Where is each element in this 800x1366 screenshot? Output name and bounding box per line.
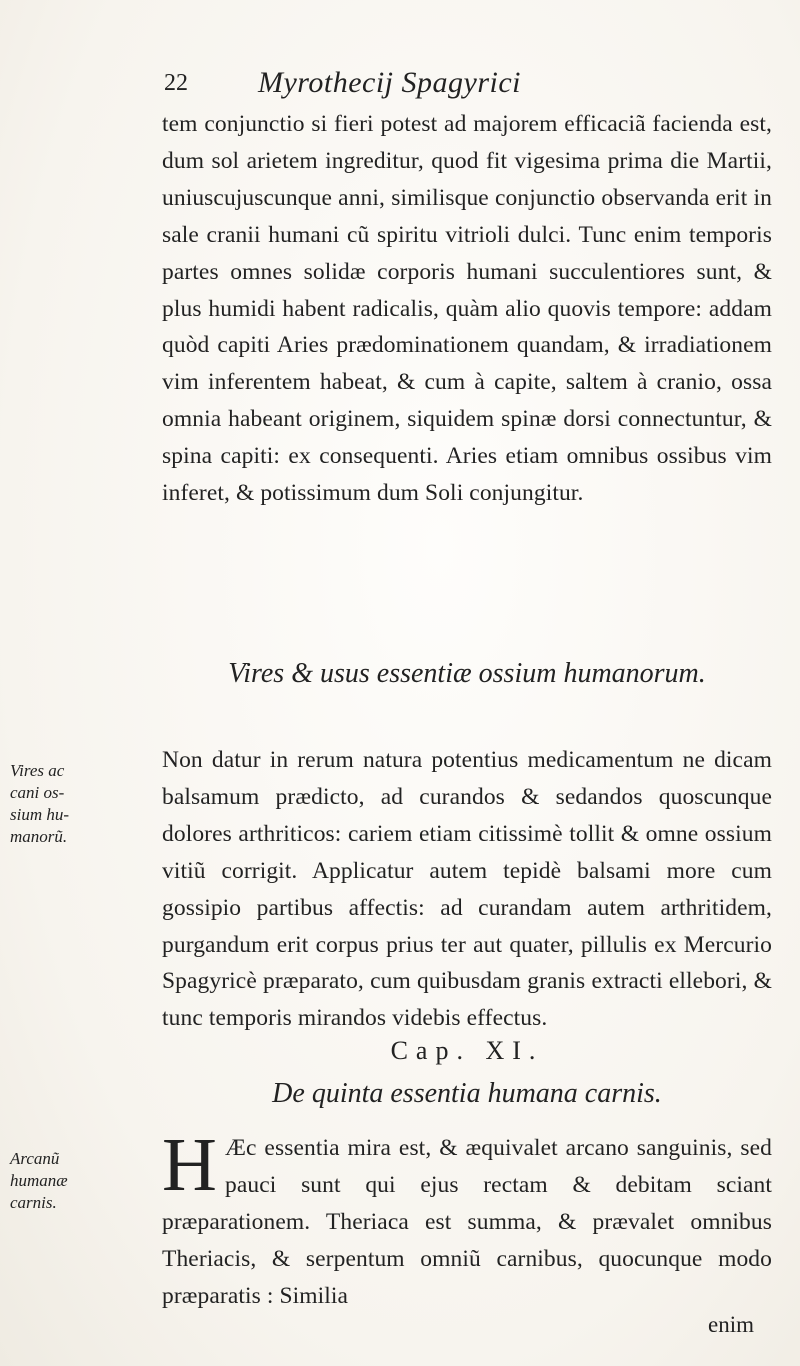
page-header	[148, 66, 768, 106]
paragraph-1: tem conjunctio si fieri potest ad majorem efficaciã facienda est, dum sol arietem ingreditur, quod fit vigesima prima die Martii, uniuscujuscunque anni, similisque conjunctio observanda erit in sale cranii humani cũ spiritu vitrioli dulci. Tunc enim temporis partes omnes solidæ corporis humani succulentiores sunt, & plus humidi habent radicalis, quàm alio quovis tempore: addam quòd capiti Aries prædominationem quandam, & irradiationem vim inferentem habeat, & cum à capite, saltem à cranio, ossa omnia habeant originem, siquidem spinæ dorsi connectuntur, & spina capiti: ex consequenti. Aries etiam omnibus ossibus vim inferet, & potissimum dum Soli conjungitur.	[162, 111, 772, 507]
paragraph-3	[162, 1123, 772, 1315]
margin-note-vires: Vires ac cani os- sium hu- manorũ.	[10, 761, 70, 846]
catchword: enim	[708, 1312, 754, 1337]
margin-note-arcanum: Arcanũ humanæ carnis.	[10, 1149, 68, 1212]
paragraph-3-text: Æc essentia mira est, & æquivalet arcano sanguinis, sed pauci sunt qui ejus rectam & debitam sciant præparationem. Theriaca est summa, & prævalet omnibus Theriacis, & serpentum omniũ carnibus, quocunque modo præparatis : Similia	[162, 1135, 772, 1309]
chapter-title: De quinta essentia humana carnis.	[272, 1078, 662, 1109]
page-number: 22	[164, 70, 188, 96]
drop-cap: H	[162, 1123, 217, 1207]
chapter-number: Cap. XI.	[390, 1036, 544, 1065]
section-heading-vires: Vires & usus essentiæ ossium humanorum.	[228, 658, 706, 689]
running-head: Myrothecij Spagyrici	[258, 66, 521, 99]
paragraph-2: Non datur in rerum natura potentius medicamentum ne dicam balsamum prædicto, ad curandos & sedandos quoscunque dolores arthriticos: cariem etiam citissimè tollit & omne ossium vitiũ corrigit. Applicatur autem tepidè balsami more cum gossipio partibus affectis: ad curandam autem arthritidem, purgandum erit corpus prius ter aut quater, pillulis ex Mercurio Spagyricè præparato, cum quibusdam granis extracti ellebori, & tunc temporis mirandos videbis effectus.	[162, 747, 772, 1032]
